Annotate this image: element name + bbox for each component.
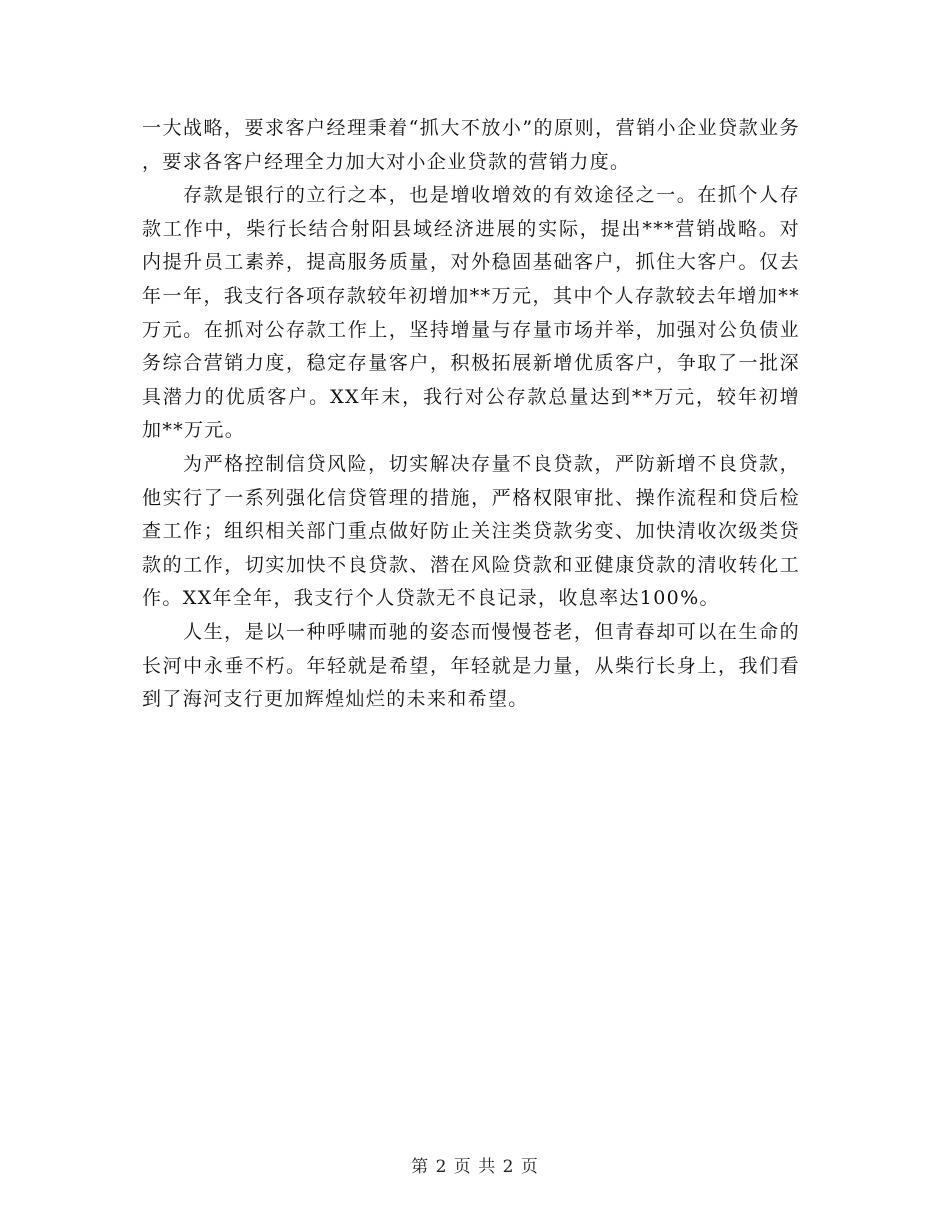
paragraph-closing: 人生，是以一种呼啸而驰的姿态而慢慢苍老，但青春却可以在生命的长河中永垂不朽。年轻就是希望，年轻就是力量，从柴行长身上，我们看到了海河支行更加辉煌灿烂的未来和希望。 <box>142 620 800 711</box>
document-body <box>142 112 800 717</box>
page-number-footer: 第 2 页 共 2 页 <box>411 1157 539 1177</box>
paragraph-credit-risk: 为严格控制信贷风险，切实解决存量不良贷款，严防新增不良贷款，他实行了一系列强化信贷管理的措施，严格权限审批、操作流程和贷后检查工作；组织相关部门重点做好防止关注类贷款劣变、加快清收次级类贷款的工作，切实加快不良贷款、潜在风险贷款和亚健康贷款的清收转化工作。XX年全年，我支行个人贷款无不良记录，收息率达100%。 <box>142 452 800 610</box>
paragraph-deposits: 存款是银行的立行之本，也是增收增效的有效途径之一。在抓个人存款工作中，柴行长结合射阳县域经济进展的实际，提出***营销战略。对内提升员工素养，提高服务质量，对外稳固基础客户，抓住大客户。仅去年一年，我支行各项存款较年初增加**万元，其中个人存款较去年增加**万元。在抓对公存款工作上，坚持增量与存量市场并举，加强对公负债业务综合营销力度，稳定存量客户，积极拓展新增优质客户，争取了一批深具潜力的优质客户。XX年末，我行对公存款总量达到**万元，较年初增加**万元。 <box>142 184 800 442</box>
paragraph-small-business-loans: 一大战略，要求客户经理秉着“抓大不放小”的原则，营销小企业贷款业务，要求各客户经理全力加大对小企业贷款的营销力度。 <box>142 117 800 173</box>
